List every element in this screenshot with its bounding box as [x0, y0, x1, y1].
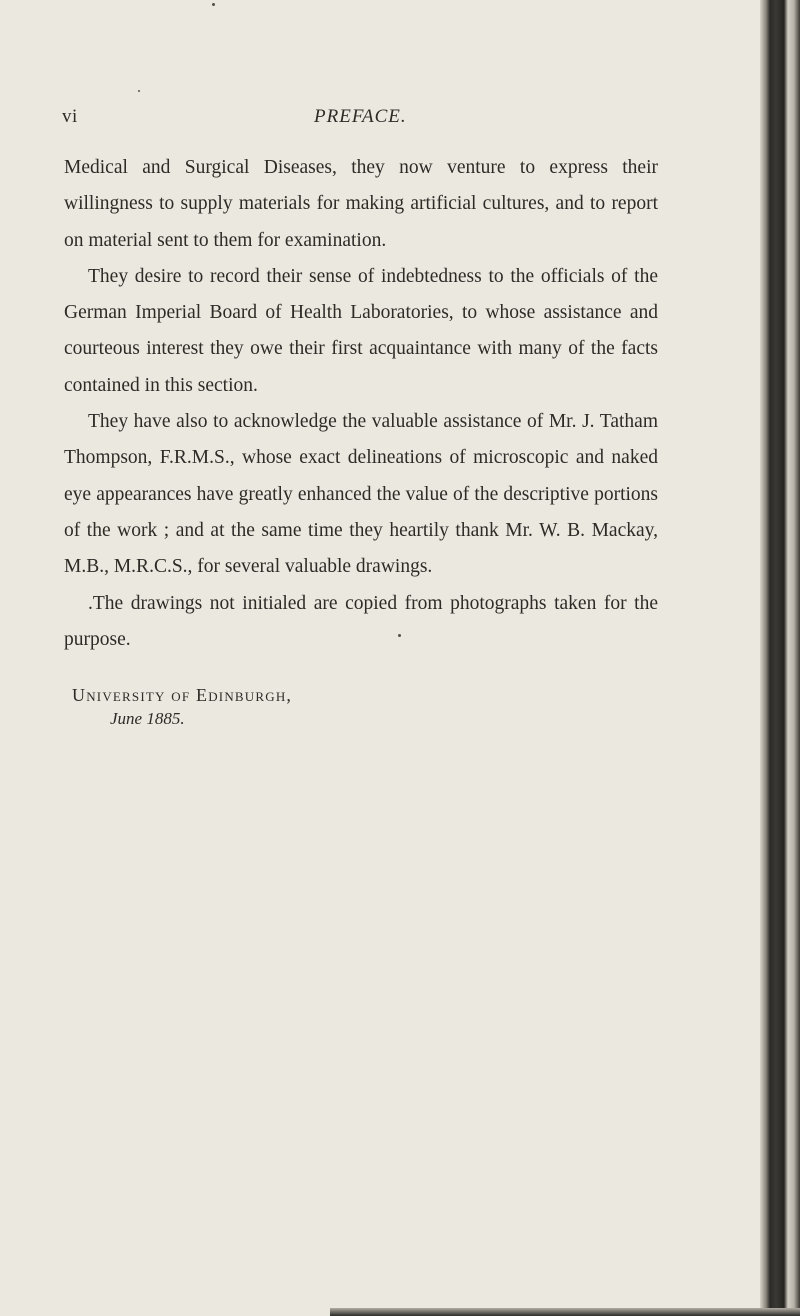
page-number: vi — [62, 106, 78, 127]
preface-body — [64, 150, 658, 658]
paragraph: They have also to acknowledge the valuable assistance of Mr. J. Tatham Thompson, F.R.M.S., whose exact delineations of microscopic and naked eye appearances have greatly enhanced the value of the descriptive portions of the work ; and at the same time they heartily thank Mr. W. B. Mackay, M.B., M.R.C.S., for several valuable drawings. — [64, 411, 658, 578]
running-title: PREFACE. — [314, 106, 407, 127]
signature-institution: University of Edinburgh, — [72, 685, 293, 705]
paragraph: Medical and Surgical Diseases, they now venture to express their willingness to supply materials for making artificial cultures, and to report on material sent to them for examination. — [64, 157, 658, 251]
paragraph: They desire to record their sense of indebtedness to the officials of the German Imperial Board of Health Laboratories, to whose assistance and courteous interest they owe their first acquaintance with many of the facts contained in this section. — [64, 265, 658, 396]
running-header — [62, 106, 662, 136]
page-bottom-edge — [330, 1308, 800, 1316]
paragraph: .The drawings not initialed are copied from photographs taken for the purpose. — [64, 592, 658, 650]
print-speck — [138, 90, 140, 92]
page-binding-edge — [760, 0, 800, 1316]
print-speck — [212, 3, 215, 6]
signature-date: June 1885. — [110, 709, 185, 728]
signature-block — [72, 683, 292, 731]
